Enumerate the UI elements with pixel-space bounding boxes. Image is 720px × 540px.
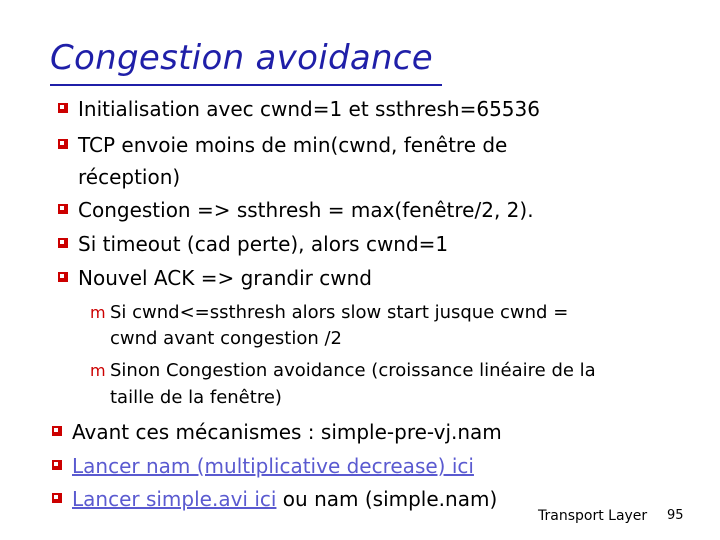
- lancer-simple-link[interactable]: Lancer simple.avi ici: [72, 487, 277, 511]
- square-bullet-icon: [58, 238, 68, 248]
- slide-title: Congestion avoidance: [50, 38, 434, 78]
- square-bullet-icon: [58, 204, 68, 214]
- square-bullet-icon: [58, 272, 68, 282]
- m-bullet-icon: m: [90, 361, 106, 380]
- page-number: 95: [667, 508, 684, 523]
- square-bullet-icon: [58, 139, 68, 149]
- footer-label: Transport Layer: [538, 508, 648, 524]
- square-bullet-icon: [58, 103, 68, 113]
- square-bullet-icon: [52, 426, 62, 436]
- square-bullet-icon: [52, 460, 62, 470]
- title-underline: [50, 84, 442, 86]
- lancer-nam-link[interactable]: Lancer nam (multiplicative decrease) ici: [72, 454, 474, 478]
- m-bullet-icon: m: [90, 303, 106, 322]
- square-bullet-icon: [52, 493, 62, 503]
